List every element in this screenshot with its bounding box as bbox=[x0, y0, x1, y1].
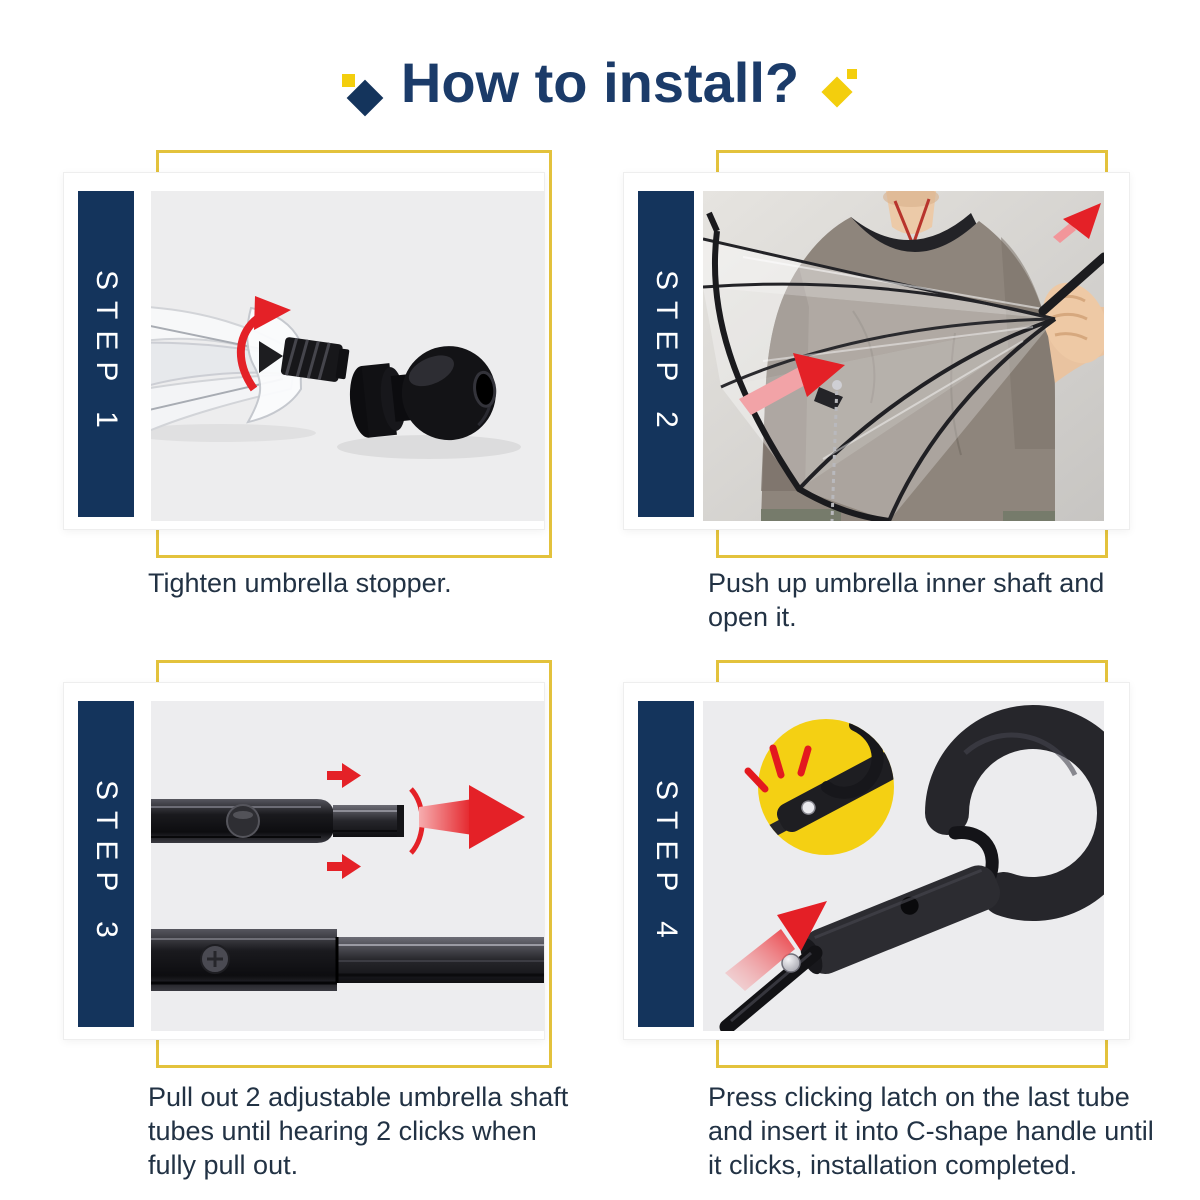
step1-banner bbox=[78, 191, 134, 517]
step4-label: STEP 4 bbox=[650, 779, 683, 949]
step1-label: STEP 1 bbox=[90, 269, 123, 439]
open-umbrella-photo bbox=[703, 191, 1104, 521]
step2-banner bbox=[638, 191, 694, 517]
step2-panel bbox=[623, 172, 1130, 530]
step3-illustration bbox=[151, 701, 544, 1031]
accent-square-icon bbox=[847, 69, 857, 79]
shaft-tubes-photo bbox=[151, 701, 544, 1031]
step2-caption: Push up umbrella inner shaft and open it. bbox=[708, 568, 1105, 632]
inner-tube-lower bbox=[337, 937, 544, 983]
step3-panel bbox=[63, 682, 545, 1040]
step4-illustration bbox=[703, 701, 1104, 1031]
step2-illustration bbox=[703, 191, 1104, 521]
step3-caption: Pull out 2 adjustable umbrella shaft tubes until hearing 2 clicks when fully pull out. bbox=[148, 1082, 569, 1180]
step4-panel bbox=[623, 682, 1130, 1040]
step1-panel bbox=[63, 172, 545, 530]
c-shape-handle-photo bbox=[703, 701, 1104, 1031]
inner-tube-upper bbox=[333, 805, 404, 837]
step2-label: STEP 2 bbox=[650, 269, 683, 439]
outer-tube-upper bbox=[151, 799, 335, 843]
step1-caption: Tighten umbrella stopper. bbox=[148, 568, 452, 598]
step4-banner bbox=[638, 701, 694, 1027]
step3-label: STEP 3 bbox=[90, 779, 123, 949]
umbrella-stopper-photo bbox=[151, 191, 544, 521]
step4-caption: Press clicking latch on the last tube and insert it into C-shape handle until it clicks, installation completed. bbox=[708, 1082, 1154, 1180]
step3-banner bbox=[78, 701, 134, 1027]
outer-tube-lower bbox=[151, 929, 337, 991]
page-title: How to install? bbox=[400, 51, 800, 114]
step1-illustration bbox=[151, 191, 544, 521]
